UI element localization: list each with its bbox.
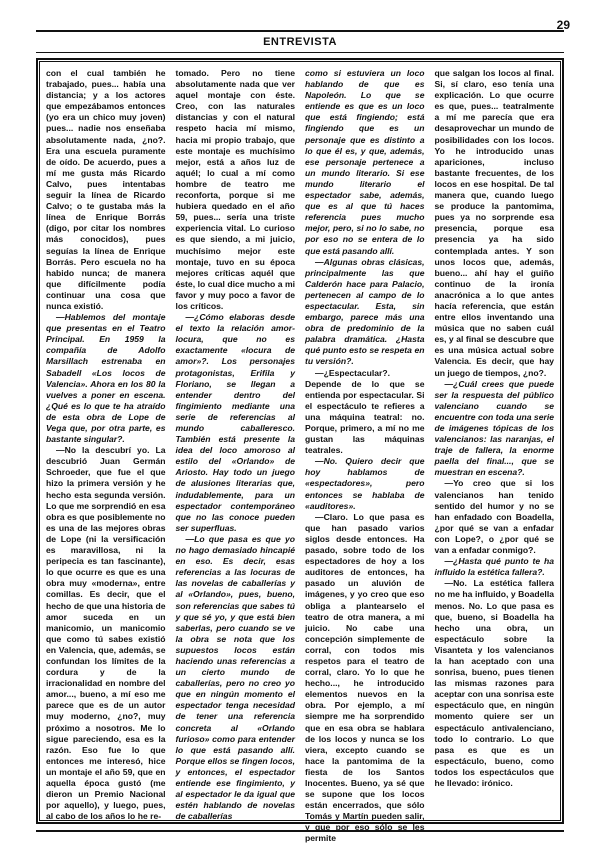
paragraph: —¿Espectacular?. Depende de lo que se entienda por espectacular. Si el espectáculo te refieres a una máquina teatral: no. Porque, primero, a mí no me gustan las máquinas teatrales. xyxy=(305,367,425,456)
paragraph: como si estuviera un loco hablando de que es Napoleón. Lo que se entiende es que es un loco que está fingiendo; está fingiendo que es un personaje que es distinto a lo que él es, y que, además, ese personaje pertenece a un mundo literario. Si ese mundo literario el espectador sabe, además, que es al que tú haces referencia pues mucho mejor, pero, si no lo sabe, no por eso no se entera de lo que está pasando allí. xyxy=(305,68,425,256)
bottom-rule xyxy=(36,830,564,832)
paragraph: —Algunas obras clásicas, principalmente las que Calderón hace para Palacio, pertenecen al campo de lo espectacular. Esta, sin embargo, parece más una obra de predominio de la palabra dramática. ¿Hasta qué punto esto se respeta en tu versión?. xyxy=(305,256,425,367)
paragraph: —¿Cómo elaboras desde el texto la relación amor-locura, que no es exactamente «locura de amor»?. Los personajes protagonistas, Erifila y Floriano, se llegan a entender dentro del fingimiento mediante una serie de referencias al mundo caballeresco. También está presente la idea del loco amoroso al estilo del «Orlando» de Ariosto. Hay todo un juego de alusiones literarias que, indudablemente, para un espectador contemporáneo que no las conoce pueden ser superfluas. xyxy=(175,312,295,533)
column-1 xyxy=(46,68,166,822)
paragraph: —Yo creo que si los valencianos han tenido sentido del humor y no se han enfadado con Boadella, ¿por qué se van a enfadar con Lope?, o ¿por qué se van a enfadar conmigo?. xyxy=(434,478,554,556)
paragraph: —¿Cuál crees que puede ser la respuesta del público valenciano cuando se encuentre con toda una serie de imágenes tópicas de los valencianos: las naranjas, el traje de fallera, la enorme paella del final..., que se muestran en escena?. xyxy=(434,378,554,478)
column-2 xyxy=(175,68,296,822)
paragraph: —No. Quiero decir que hoy hablamos de «espectadores», pero entonces se hablaba de «auditores». xyxy=(305,456,425,511)
section-header xyxy=(36,30,564,53)
paragraph: —¿Hasta qué punto te ha influido la estética fallera?. xyxy=(434,556,554,578)
paragraph: —Hablemos del montaje que presentas en el Teatro Principal. En 1959 la compañía de Adolfo Marsillach estrenaba en Sabadell «Los locos de Valencia». Ahora en los 80 la vuelves a poner en escena. ¿Qué es lo que te ha atraído de esta obra de Lope de Vega que, por otra parte, es bastante singular?. xyxy=(46,312,166,445)
paragraph: —Claro. Lo que pasa es que han pasado varios siglos desde entonces. Ha pasado, sobre todo de los espectadores de hoy a los auditores de entonces, ha pasado un aluvión de imágenes, y yo creo que eso obliga a plantearselo el teatro de otra manera, a mi juicio. No cabe una concepción simplemente de corral, con todos mis respetos para el teatro de corral, claro. Yo lo que he hecho..., he introducido elementos nuevos en la obra. Por ejemplo, a mí siempre me ha sorprendido que en esa obra se hablara de los locos y nunca se los viera, excepto cuando se hace la pantomima de la fiesta de los Santos Inocentes. Bueno, ya sé que se supone que los locos están encerrados, que sólo Tomás y Martín pueden salir, y que por eso sólo se les permite xyxy=(305,511,425,844)
paragraph: —Lo que pasa es que yo no hago demasiado hincapié en eso. Es decir, esas referencias a las locuras de las novelas de caballerías y al «Orlando», pues, bueno, son referencias que sabes tú y que sé yo, y que está bien saberlas, pero cuando se ve la obra se nota que los supuestos locos están haciendo unas referencias a un cierto mundo de caballerías, pero no creo yo que en ningún momento el espectador tenga necesidad de tener una referencia concreta al «Orlando furioso» como para entender lo que está pasando allí. Porque ellos se fingen locos, y entonces, el espectador entiende ese fingimiento, y al espectador le da igual que estén hablando de novelas de caballerías xyxy=(175,533,295,822)
paragraph: —No. La estética fallera no me ha influido, y Boadella menos. No. Lo que pasa es que, bueno, si Boadella ha hecho una obra, un espectáculo sobre la Visanteta y los valencianos la han aceptado con una sonrisa, bueno, pues tienen las mismas razones para aceptar con una sonrisa este espectáculo que, en ningún momento quiere ser un espectáculo antivalenciano, todo lo contrario. Lo que pasa es que es un espectáculo, bueno, como todos los espectáculos que he llevado: irónico. xyxy=(434,578,554,788)
paragraph: tomado. Pero no tiene absolutamente nada que ver aquel montaje con éste. Creo, con las naturales distancias y con el natural respeto hacia mí mismo, hacia mi propio trabajo, que este montaje es muchísimo mejor, está a años luz de aquél; lo cual a mí como hombre de teatro me reconforta, porque si me hubiera quedado en el año 59, pues... sería una triste experiencia vital. Lo curioso es que siendo, a mi juicio, muchísimo mejor este montaje, tuvo en su época mejores críticas aquél que éste, lo cual dice mucho a mi favor y muy poco a favor de los críticos. xyxy=(175,68,295,311)
column-4 xyxy=(435,68,555,812)
paragraph: con el cual también he trabajado, pues... había una distancia; y a los actores que empezábamos entonces (yo era un chico muy joven) pues... nadie nos enseñaba absolutamente nada, ¿no?. Era una escuela puramente de oído. De acuerdo, pues a mí me gusta más Ricardo Calvo, pues intentabas seguir la línea de Ricardo Calvo; o te gustaba más la línea de Enrique Borrás (digo, por citar los nombres más conocidos), pues seguías la línea de Enrique Borrás. Pero escuela no ha habido nunca; de manera que difícilmente podía continuar una cosa que nunca existió. xyxy=(46,68,166,311)
page-number: 29 xyxy=(556,18,570,32)
section-title: ENTREVISTA xyxy=(263,36,337,48)
paragraph: —No la descubrí yo. La descubrió Juan Germán Schroeder, que fue el que hizo la primera versión y he hecho esta segunda versión. Lo que me sorprendió en esa obra es que posiblemente no es una de las mejores obras de Lope (ni la versificación es maravillosa, ni la peripecia es tan fascinante), lo que ocurre es que es una obra muy «moderna», entre comillas. Es decir, que el hecho de que una historia de amor suceda en un manicomio, un manicomio que como tú sabes existió en Valencia, que, además, se confundan los límites de la cordura y de la irracionalidad en nombre del amor..., bueno, a mí eso me parece que es de un autor muy moderno, ¿no?, muy próximo a nosotros. Me lo sigue pareciendo, esa es la razón. Eso fue lo que entonces me interesó, hice un montaje el año 59, que en aquella época gustó (me dieron un Premio Nacional por aquello), y luego, pues, al cabo de los años lo he re- xyxy=(46,445,166,822)
article-body xyxy=(46,68,554,844)
column-3 xyxy=(305,68,425,844)
paragraph: que salgan los locos al final. Si, sí claro, eso tenía una explicación. Lo que ocurre es que, pues... teatralmente a mí me parecía que era desaprovechar un mundo de posibilidades con los locos. Yo he introducido unas apariciones, incluso bastante frecuentes, de los locos en ese hospital. De tal manera que, cuando luego se produce la pantomima, pues ya no sorprende esa presencia, porque esa presencia ya ha sido contemplada antes. Y son unos locos que, además, bueno... ahí hay el guiño continuo de la ironía anacrónica a lo que antes hacía referencia, que están entre ellos inventando una música que no saben cuál es, y al final se descubre que es una música actual sobre Valencia. Es decir, que hay un juego de tiempos, ¿no?. xyxy=(434,68,554,378)
